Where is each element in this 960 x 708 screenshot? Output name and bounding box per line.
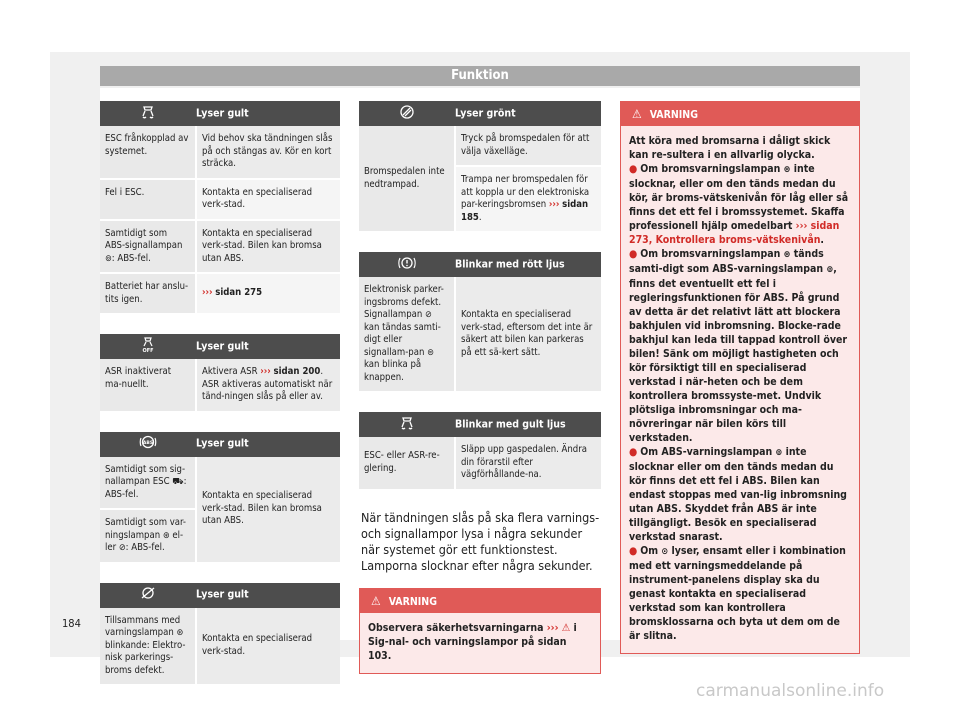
link-arrow: ››› [795,220,808,232]
page-number: 184 [62,617,81,630]
action-text: . ASR aktiveras automatiskt när tänd-ningen slås på eller av. [202,366,333,402]
column-1 [100,101,340,705]
condition-text: blinkande: Elektro-nisk parkerings-broms defekt. [105,639,186,676]
link-arrow: ››› [202,287,213,299]
table-title: Blinkar med rött ljus [455,258,565,271]
condition-cell: ESC frånkopplad av systemet. [100,126,196,179]
condition-cell [100,608,196,686]
hill-hold-icon [359,416,455,434]
table-title: Lyser gult [196,340,249,353]
icon-label: OFF [142,347,154,353]
action-cell: Tryck på bromspedalen för att välja växelläge. [455,126,601,166]
condition-cell: ASR inaktiverat ma-nuellt. [100,359,196,412]
warning-box-brakes [620,101,860,654]
icon-label: ABS [142,441,154,447]
table-asr-off [100,334,340,413]
abs-icon: ⊚ [826,265,834,275]
table-title: Blinkar med gult ljus [455,418,566,431]
column-2 [359,101,601,674]
condition-cell: Batteriet har anslu-tits igen. [100,273,196,314]
warning-box-small [359,588,601,674]
table-hill-hold [359,412,601,491]
warning-text: i Sig-nal- och varningslampor på sidan 103. [368,621,577,662]
brake-warning-icon: ⊛ [783,250,791,260]
table-brake-pedal [359,101,601,233]
table-abs [100,432,340,564]
action-cell: Vid behov ska tändningen slås på och stängas av. Kör en kort sträcka. [196,126,340,179]
bullet-text: inte slocknar, eller om den tänds medan du kör, är broms-vätskenivån för låg eller så finns det ett fel i bromssystemet. Skaffa professionell hjälp omedelbart [629,163,849,232]
bullet-text: . [820,234,825,246]
abs-icon: ⊚ [775,448,783,458]
brake-warning-icon: ⊛ [162,530,170,541]
action-cell [196,359,340,412]
link-arrow: ››› [548,199,560,210]
table-esc-off [100,101,340,315]
condition-cell: Bromspedalen inte nedtrampad. [359,126,455,232]
brake-warning-icon [359,256,455,274]
brake-pedal-icon [359,105,455,123]
warning-header [621,102,859,126]
column-3 [620,101,860,654]
table-title: Lyser gult [196,107,249,120]
abs-icon: ⊚ [105,253,112,264]
link-arrow: ››› [260,366,271,377]
warning-body [360,613,600,673]
esc-icon: ⛟ [172,477,184,487]
warning-bullet-2 [629,247,851,445]
action-text: Aktivera ASR [202,366,261,377]
condition-text: Samtidigt som sig-nallampan ESC [105,463,186,487]
condition-text: : ABS-fel. [105,476,187,500]
bullet-text: Om bromsvarningslampan [640,163,784,175]
bullet-icon: ● [629,446,638,458]
action-cell [196,273,340,314]
watermark: carmanualsonline.info [696,681,885,701]
action-cell: Kontakta en specialiserad verk-stad. [196,179,340,220]
condition-cell: ESC- eller ASR-re-glering. [359,437,455,490]
table-title: Lyser gult [196,437,249,450]
table-brake-red [359,252,601,393]
page-link[interactable]: sidan 275 [215,287,263,299]
condition-cell: Fel i ESC. [100,179,196,220]
table-title: Lyser gult [196,588,249,601]
brake-warning-icon: ⊛ [176,628,184,638]
esc-off-icon [100,105,196,123]
action-cell: Kontakta en specialiserad verk-stad. [196,608,340,686]
condition-cell [100,457,196,510]
section-header: Funktion [100,66,860,86]
condition-text: el-ler [105,529,184,553]
bullet-text: Om bromsvarningslampan [640,248,784,260]
action-cell: Kontakta en specialiserad verk-stad. Bilen kan bromsa utan ABS. [196,220,340,274]
condition-text: kan blinka på knappen. [364,359,422,383]
action-cell: Kontakta en specialiserad verk-stad, eftersom det inte är säkert att bilen kan parkeras på ett sä-kert sätt. [455,277,601,392]
bullet-text: Om [640,545,662,557]
esc-off-label-icon [100,337,196,357]
condition-text: Samtidigt som var-ningslampan [105,517,187,541]
action-cell: Släpp upp gaspedalen. Ändra din förarstil efter vägförhållande-na. [455,437,601,490]
page-link[interactable]: sidan 185 [461,199,589,223]
warning-bullet-4 [629,544,851,643]
action-cell [455,166,601,232]
bullet-text: Om ABS-varningslampan [640,446,776,458]
condition-cell [100,220,196,274]
link-arrow: ››› [546,621,559,634]
warning-intro: Att köra med bromsarna i dåligt skick kan re-sultera i en allvarlig olycka. [629,135,831,161]
page-link[interactable]: sidan 200 [273,366,321,377]
warning-bullet-1 [629,162,851,247]
brake-pedal-icon: ⊜ [427,347,434,358]
bullet-icon: ● [629,163,638,175]
bullet-text: tänds samti-digt som ABS-varningslampan [629,248,827,275]
page-link[interactable]: sidan 273, Kontrollera broms-vätskenivån [629,220,840,246]
parking-brake-icon [100,586,196,604]
warning-triangle-icon: ⚠ [561,621,571,634]
action-cell: Kontakta en specialiserad verk-stad. Bilen kan bromsa utan ABS. [196,457,340,563]
action-text: Trampa ner bromspedalen för att koppla ur den elektroniska par-keringsbromsen [461,174,590,210]
bullet-icon: ● [629,545,638,557]
abs-icon [100,435,196,453]
bullet-text: , finns det eventuellt ett fel i regleringsfunktionen för ABS. På grund av detta är det relativt lätt att blockera bakhjulen vid inbromsning. Blocke-rade bakhjul kan leda till tappad kontroll över bilen! Sänk om möjligt hastigheten och kör försiktigt till en specialiserad verkstad i när-heten och be dem kontrollera bromssyste-met. Undvik plötsliga inbromsningar och ma-növreringar när bilen körs till verkstaden. [629,263,848,444]
bullet-icon: ● [629,248,638,260]
bullet-text: lyser, ensamt eller i kombination med ett varningsmeddelande på instrument-panelens display ska du genast kontakta en specialiserad verkstad som kan kontrollera bromsklossarna och byta ut dem om de är slitna. [629,545,846,642]
condition-text: kan tändas samti-digt eller signallam-pan [364,321,441,358]
condition-cell [359,277,455,392]
table-title: Lyser grönt [455,107,516,120]
warning-header [360,589,600,613]
warning-body [621,126,859,653]
warning-text: Observera säkerhetsvarningarna [368,621,547,634]
warning-triangle-icon: ⚠ [632,107,642,121]
warning-bullet-3 [629,445,851,544]
condition-text: : ABS-fel. [111,252,151,264]
condition-text: Samtidigt som ABS-signallampan [105,227,183,251]
warning-title: VARNING [388,595,437,608]
body-paragraph: När tändningen slås på ska flera varnings- och signallampor lysa i några sekunder när systemet gör ett funktionstest. Lamporna slocknar efter några sekunder. [361,509,600,573]
condition-cell [100,509,196,563]
brake-pad-icon: ⊙ [661,547,669,557]
brake-warning-icon: ⊛ [783,165,791,175]
condition-text: : ABS-fel. [125,542,165,553]
bullet-text: inte slocknar eller om den tänds medan du kör finns det ett fel i ABS. Bilen kan endast stoppas med van-lig inbromsning utan ABS. Skyddet från ABS är inte tillgängligt. Besök en specialiserad verkstad snarast. [629,446,847,543]
warning-title: VARNING [649,109,698,121]
table-parking-brake [100,583,340,687]
parking-brake-icon: ⊘ [425,310,432,320]
condition-text: Elektronisk parker-ingsbroms defekt. Signallampan [364,284,444,320]
warning-triangle-icon: ⚠ [371,593,381,608]
action-text: . [478,211,482,223]
condition-text: Tillsammans med varningslampan [105,614,181,638]
content-area [100,88,860,676]
parking-brake-icon: ⊘ [118,543,126,553]
